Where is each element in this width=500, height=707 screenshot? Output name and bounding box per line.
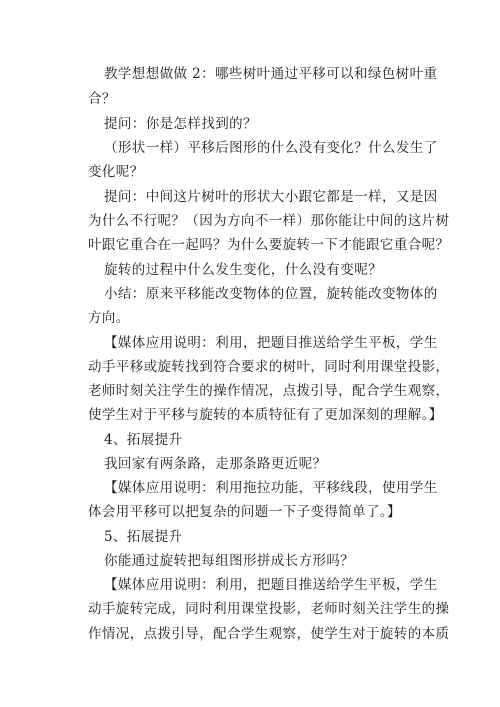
paragraph-line: 动手旋转完成，同时利用课堂投影，老师时刻关注学生的操 [88, 601, 450, 617]
paragraph-line: 教学想想做做 2：哪些树叶通过平移可以和绿色树叶重 [104, 66, 438, 82]
paragraph-line: 小结：原来平移能改变物体的位置，旋转能改变物体的 [104, 286, 438, 302]
paragraph-line: 【媒体应用说明：利用拖拉功能，平移线段，使用学生 [104, 480, 438, 496]
section-heading: 4、拓展提升 [104, 432, 183, 448]
section-heading: 5、拓展提升 [104, 529, 183, 545]
paragraph-line: 合？ [88, 91, 116, 107]
paragraph-line: 旋转的过程中什么发生变化，什么没有变呢？ [104, 262, 382, 278]
paragraph-line: 提问：中间这片树叶的形状大小跟它都是一样，又是因 [104, 189, 438, 205]
paragraph-line: 变化呢？ [88, 164, 144, 180]
paragraph-line: 你能通过旋转把每组图形拼成长方形吗？ [104, 553, 355, 569]
paragraph-line: 我回家有两条路，走那条路更近呢？ [104, 456, 327, 472]
paragraph-line: 为什么不行呢？（因为方向不一样）那你能让中间的这片树 [88, 213, 450, 229]
paragraph-line: 方向。 [88, 310, 130, 326]
paragraph-line: 作情况，点拨引导，配合学生观察，使学生对于旋转的本质 [88, 626, 450, 642]
paragraph-line: （形状一样）平移后图形的什么没有变化？什么发生了 [104, 140, 438, 156]
paragraph-line: 叶跟它重合在一起吗？为什么要旋转一下才能跟它重合呢？ [88, 237, 450, 253]
paragraph-line: 【媒体应用说明：利用，把题目推送给学生平板，学生 [104, 577, 438, 593]
paragraph-line: 动手平移或旋转找到符合要求的树叶，同时利用课堂投影， [88, 359, 450, 375]
paragraph-line: 使学生对于平移与旋转的本质特征有了更加深刻的理解。】 [88, 407, 443, 423]
paragraph-line: 提问：你是怎样找到的？ [104, 116, 257, 132]
paragraph-line: 体会用平移可以把复杂的问题一下子变得简单了。】 [88, 504, 401, 520]
paragraph-line: 老师时刻关注学生的操作情况，点拨引导，配合学生观察， [88, 383, 450, 399]
paragraph-line: 【媒体应用说明：利用，把题目推送给学生平板，学生 [104, 335, 438, 351]
